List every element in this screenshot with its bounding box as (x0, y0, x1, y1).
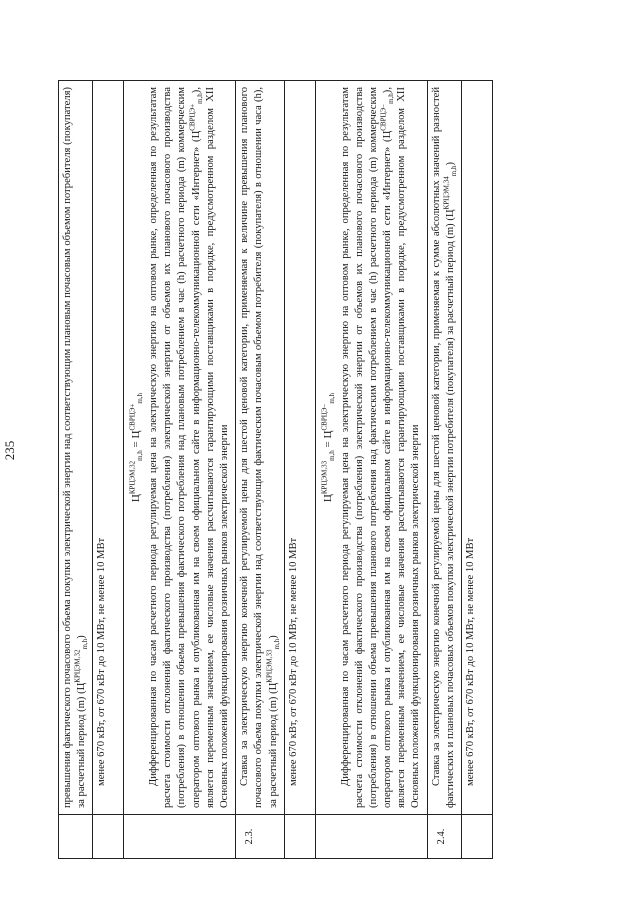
formula-cell (124, 81, 236, 815)
formula-description: Дифференцированная по часам расчетного периода регулируемая цена на электрическую энергию на оптовом рынке, определенная по результатам расчета стоимости отклонений фактического производства (потребления) электрической энергии от объемов их планового почасового производства (потребления) в отношении объема превышения планового потребления над фактическим потреблением в час (h) расчетного периода (m) коммерческим оператором оптового рынка и опубликованная им на своем официальном сайте в информационно-телекоммуникационной сети «Интернет» $(Ц^{СВРЦЭ-}_{m,h})$, является переменным значением, ее числовые значения рассчитываются гарантирующими поставщиками в порядке, предусмотренном разделом XII Основных положений функционирования розничных рынков электрической энергии (339, 87, 422, 808)
row-number (315, 815, 427, 859)
row-number: 2.3. (236, 815, 285, 859)
row-text: Ставка за электрическую энергию конечной регулируемой цены для шестой ценовой категории, применяемая к величине превышения планового почасового объема покупки электрической энергии над соответствующим фактическим почасовым объемом потребителя (покупателя) в отношении часа (h), за расчетный период (m) $(Ц^{КРЦЭМ,33}_{m,h})$ (236, 81, 285, 815)
tariff-table (58, 80, 493, 859)
table-row (315, 81, 427, 859)
row-number (93, 815, 124, 859)
row-number: 2.4. (427, 815, 461, 859)
table-row (59, 81, 93, 859)
voltage-range-text: менее 670 кВт, от 670 кВт до 10 МВт, не менее 10 МВт (462, 81, 493, 815)
table-row (93, 81, 124, 859)
formula-description: Дифференцированная по часам расчетного периода регулируемая цена на электрическую энергию на оптовом рынке, определенная по результатам расчета стоимости отклонений фактического производства (потребления) электрической энергии от объемов их планового почасового производства (потребления) в отношении объема превышения фактического потребления над плановым потреблением в час (h) расчетного периода (m) коммерческим оператором оптового рынка и опубликованная им на своем официальном сайте в информационно-телекоммуникационной сети «Интернет» $(Ц^{СВРЦЭ+}_{m,h})$, является переменным значением, ее числовые значения рассчитываются гарантирующими поставщиками в порядке, предусмотренном разделом XII Основных положений функционирования розничных рынков электрической энергии (148, 87, 231, 808)
formula: $Ц^{КРЦЭМ,33}_{m,h} = Ц^{СВРЦЭ-}_{m,h}$ (320, 392, 336, 503)
page-number: 235 (2, 440, 17, 461)
row-number (59, 815, 93, 859)
table-row (427, 81, 461, 859)
formula-cell (315, 81, 427, 815)
table-row (236, 81, 285, 859)
table-row (124, 81, 236, 859)
row-number (284, 815, 315, 859)
table-row (462, 81, 493, 859)
formula: $Ц^{КРЦЭМ,32}_{m,h} = Ц^{СВРЦЭ+}_{m,h}$ (128, 392, 145, 503)
row-text: превышения фактического почасового объема покупки электрической энергии над соответствующим плановым почасовым объемом потребителя (покупателя) за расчетный период (m) $(Ц^{КРЦЭМ,32}_{m,h})$ (59, 81, 93, 815)
row-number (124, 815, 236, 859)
row-number (462, 815, 493, 859)
row-text: Ставка за электрическую энергию конечной регулируемой цены для шестой ценовой категории, применяемая к сумме абсолютных значений разностей фактических и плановых почасовых объемов покупки электрической энергии потребителя (покупателя) за расчетный период (m) $(Ц^{КРЦЭМ,34}_{m,h})$ (427, 81, 461, 815)
table-row (284, 81, 315, 859)
voltage-range-text: менее 670 кВт, от 670 кВт до 10 МВт, не менее 10 МВт (93, 81, 124, 815)
voltage-range-text: менее 670 кВт, от 670 кВт до 10 МВт, не менее 10 МВт (284, 81, 315, 815)
